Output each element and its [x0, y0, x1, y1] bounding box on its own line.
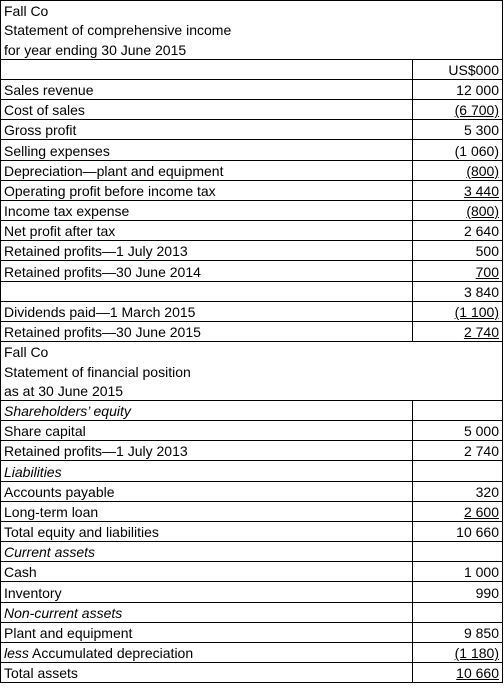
amount: 5 000: [463, 423, 499, 440]
table-row: [1, 501, 503, 521]
section-header: Shareholders’ equity: [1, 400, 413, 420]
label-text: Accumulated depreciation: [32, 645, 194, 662]
table-row: [1, 342, 503, 362]
amount: 2 740: [463, 443, 499, 460]
table-row: [1, 582, 503, 602]
line-item-value: [413, 79, 503, 99]
table-row: [1, 140, 503, 160]
table-row: [1, 400, 503, 420]
amount: (6 700): [454, 102, 499, 119]
amount: 2 740: [463, 324, 499, 341]
line-item-value: [413, 241, 503, 261]
line-item-label: Operating profit before income tax: [1, 180, 413, 200]
line-item-label: Gross profit: [1, 120, 413, 140]
line-item-label: [1, 281, 413, 301]
line-item-label: Inventory: [1, 582, 413, 602]
line-item-value: [413, 99, 503, 119]
line-item-label: Dividends paid—1 March 2015: [1, 301, 413, 321]
amount: 3 440: [463, 182, 499, 199]
unit-label: US$000: [413, 59, 503, 79]
table-row: [1, 301, 503, 321]
table-row: [1, 160, 503, 180]
line-item-label: [1, 643, 413, 663]
line-item-label: Selling expenses: [1, 140, 413, 160]
line-item-value: [413, 140, 503, 160]
amount: 1 000: [463, 564, 499, 581]
table-row: [1, 1, 503, 21]
amount: (800): [466, 162, 499, 179]
table-row: [1, 381, 503, 401]
line-item-value: [413, 602, 503, 622]
amount: 2 600: [463, 503, 499, 520]
amount: (800): [466, 203, 499, 220]
line-item-value: [413, 301, 503, 321]
unit-row-label: [1, 59, 413, 79]
table-row: [1, 481, 503, 501]
section-header: Current assets: [1, 542, 413, 562]
statement-heading-line: Fall Co: [1, 342, 503, 362]
statement-heading-line: Fall Co: [1, 1, 503, 21]
line-item-label: Depreciation—plant and equipment: [1, 160, 413, 180]
line-item-label: Total equity and liabilities: [1, 521, 413, 541]
line-item-value: [413, 160, 503, 180]
table-row: [1, 79, 503, 99]
table-row: [1, 663, 503, 683]
amount: 10 660: [456, 665, 499, 682]
table-row: [1, 99, 503, 119]
table-row: [1, 622, 503, 642]
amount: 3 840: [463, 283, 499, 300]
line-item-value: [413, 542, 503, 562]
section-header: Non-current assets: [1, 602, 413, 622]
line-item-value: [413, 643, 503, 663]
amount: (1 060): [454, 142, 499, 159]
amount: 10 660: [456, 524, 499, 541]
line-item-label: Plant and equipment: [1, 622, 413, 642]
table-row: [1, 281, 503, 301]
line-item-label: Total assets: [1, 663, 413, 683]
financial-statements-body: [1, 1, 503, 683]
table-row: [1, 120, 503, 140]
amount: 500: [475, 243, 499, 260]
table-row: [1, 322, 503, 342]
line-item-label: Share capital: [1, 420, 413, 440]
table-row: [1, 200, 503, 220]
table-row: [1, 361, 503, 380]
statement-heading-line: Statement of comprehensive income: [1, 20, 503, 39]
line-item-label: Retained profits—1 July 2013: [1, 441, 413, 461]
table-row: [1, 261, 503, 281]
line-item-value: [413, 663, 503, 683]
table-row: [1, 521, 503, 541]
table-row: [1, 180, 503, 200]
table-row: [1, 221, 503, 241]
statement-heading-line: for year ending 30 June 2015: [1, 39, 503, 59]
line-item-label: Net profit after tax: [1, 221, 413, 241]
amount: (1 180): [454, 645, 499, 662]
line-item-label: Sales revenue: [1, 79, 413, 99]
line-item-value: [413, 120, 503, 140]
line-item-value: [413, 501, 503, 521]
line-item-label: Cash: [1, 562, 413, 582]
line-item-value: [413, 261, 503, 281]
section-header: Liabilities: [1, 461, 413, 481]
line-item-value: [413, 200, 503, 220]
amount: 5 300: [463, 122, 499, 139]
table-row: [1, 643, 503, 663]
table-row: [1, 39, 503, 59]
table-row: [1, 542, 503, 562]
line-item-label: Cost of sales: [1, 99, 413, 119]
line-item-value: [413, 461, 503, 481]
amount: 990: [475, 584, 499, 601]
line-item-value: [413, 400, 503, 420]
amount: 2 640: [463, 223, 499, 240]
label-prefix: less: [4, 645, 29, 662]
line-item-label: Accounts payable: [1, 481, 413, 501]
line-item-value: [413, 281, 503, 301]
amount: 320: [475, 483, 499, 500]
line-item-value: [413, 420, 503, 440]
amount: 700: [475, 263, 499, 280]
table-row: [1, 562, 503, 582]
statement-heading-line: as at 30 June 2015: [1, 381, 503, 401]
line-item-value: [413, 441, 503, 461]
line-item-label: Long-term loan: [1, 501, 413, 521]
table-row: [1, 461, 503, 481]
table-row: [1, 441, 503, 461]
line-item-value: [413, 221, 503, 241]
line-item-label: Income tax expense: [1, 200, 413, 220]
line-item-value: [413, 322, 503, 342]
line-item-value: [413, 582, 503, 602]
amount: 9 850: [463, 625, 499, 641]
line-item-value: [413, 481, 503, 501]
line-item-label: Retained profits—1 July 2013: [1, 241, 413, 261]
line-item-label: Retained profits—30 June 2014: [1, 261, 413, 281]
table-row: [1, 420, 503, 440]
amount: (1 100): [454, 304, 499, 320]
line-item-value: [413, 521, 503, 541]
table-row: [1, 59, 503, 79]
table-row: [1, 602, 503, 622]
statement-heading-line: Statement of financial position: [1, 361, 503, 380]
line-item-value: [413, 622, 503, 642]
table-row: [1, 20, 503, 39]
amount: 12 000: [456, 81, 499, 98]
table-row: [1, 241, 503, 261]
line-item-value: [413, 180, 503, 200]
line-item-value: [413, 562, 503, 582]
line-item-label: Retained profits—30 June 2015: [1, 322, 413, 342]
